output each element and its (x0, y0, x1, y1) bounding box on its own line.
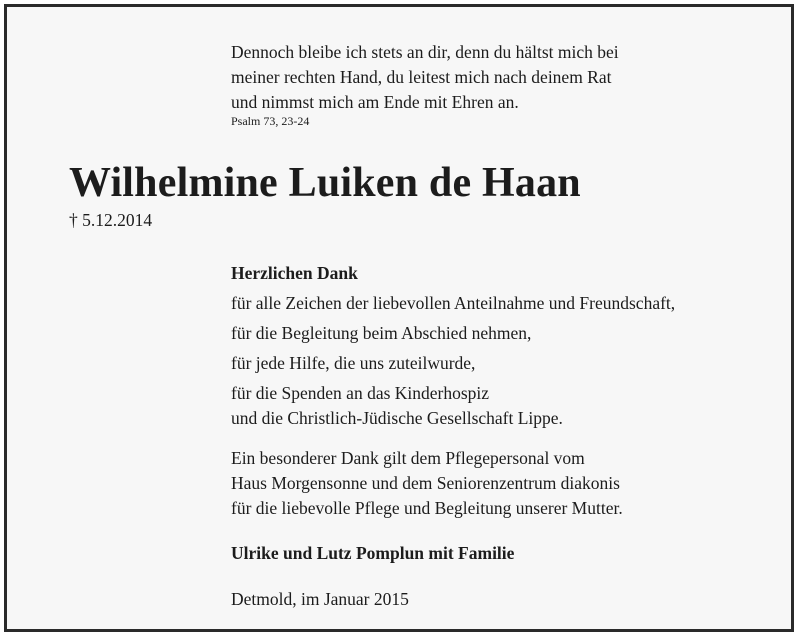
psalm-quote-line: Dennoch bleibe ich stets an dir, denn du hältst mich bei (231, 42, 619, 62)
thanks-section (231, 261, 675, 431)
thanks-line: und die Christlich-Jüdische Gesellschaft Lippe. (231, 408, 563, 428)
family-signature: Ulrike und Lutz Pomplun mit Familie (231, 543, 515, 563)
psalm-source: Psalm 73, 23-24 (231, 114, 310, 128)
special-thanks (231, 446, 623, 521)
special-thanks-line: Haus Morgensonne und dem Seniorenzentrum diakonis (231, 473, 620, 493)
notice-frame (4, 4, 794, 632)
thanks-heading: Herzlichen Dank (231, 263, 358, 283)
place-date: Detmold, im Januar 2015 (231, 589, 409, 609)
thanks-line: für jede Hilfe, die uns zuteilwurde, (231, 353, 476, 373)
thanks-line: für die Begleitung beim Abschied nehmen, (231, 323, 532, 343)
death-date: † 5.12.2014 (69, 210, 153, 230)
deceased-name: Wilhelmine Luiken de Haan (69, 160, 581, 206)
thanks-line: für die Spenden an das Kinderhospiz (231, 383, 490, 403)
special-thanks-line: für die liebevolle Pflege und Begleitung unserer Mutter. (231, 498, 623, 518)
psalm-quote (231, 40, 619, 115)
psalm-quote-line: meiner rechten Hand, du leitest mich nach deinem Rat (231, 67, 612, 87)
thanks-line: für alle Zeichen der liebevollen Anteilnahme und Freundschaft, (231, 293, 676, 313)
special-thanks-line: Ein besonderer Dank gilt dem Pflegepersonal vom (231, 448, 585, 468)
psalm-quote-line: und nimmst mich am Ende mit Ehren an. (231, 92, 519, 112)
